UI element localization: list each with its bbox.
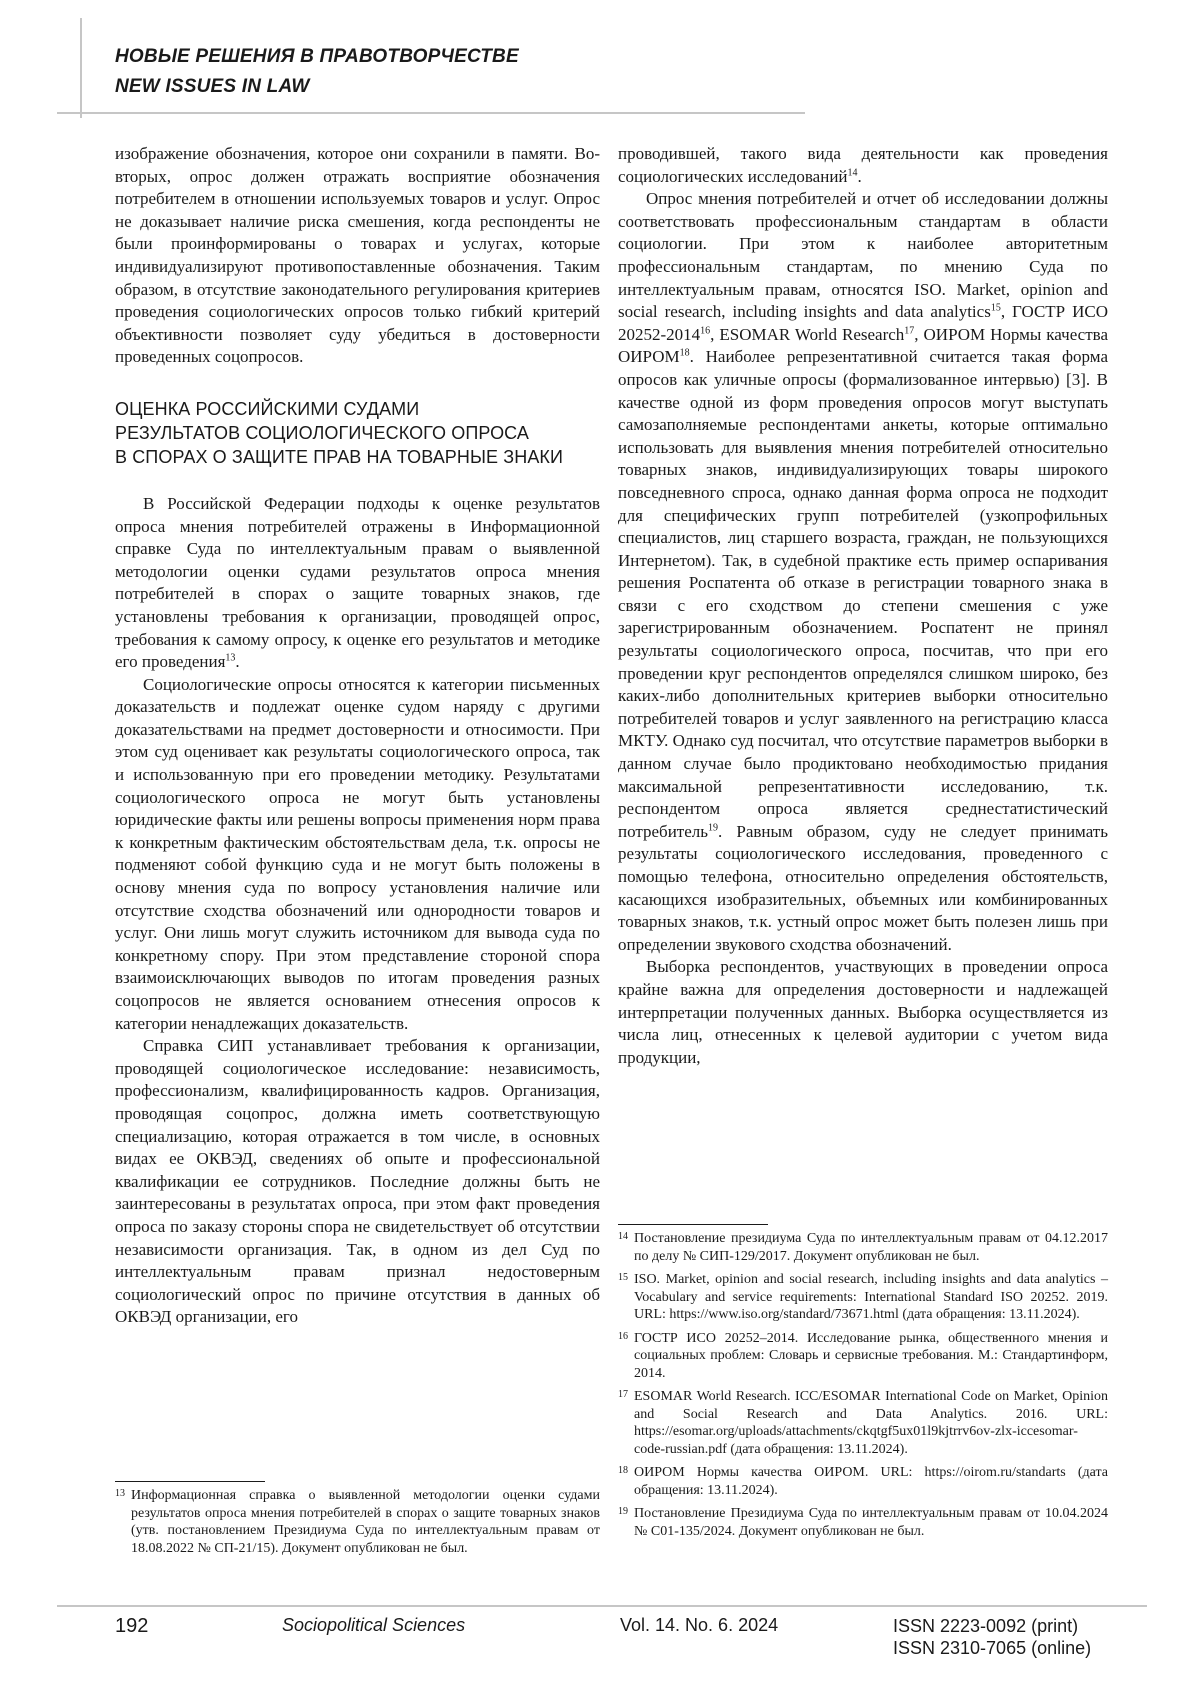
header-rule xyxy=(57,112,805,114)
issn-online: ISSN 2310-7065 (online) xyxy=(893,1638,1092,1658)
section-title-line-2: РЕЗУЛЬТАТОВ СОЦИОЛОГИЧЕСКОГО ОПРОСА xyxy=(115,422,529,443)
header-rubric-en: NEW ISSUES IN LAW xyxy=(115,76,310,97)
footnote-15: 15 ISO. Market, opinion and social research, including insights and data analytics – Vocabulary and service requirements: International Standard ISO 20252. 2019. URL: https://www.iso.org/standard/73671.html (дата обращения: 13.11.2024). xyxy=(618,1272,1108,1322)
right-paragraph-2: Выборка респондентов, участвующих в проведении опроса крайне важна для определения достоверности и надлежащей интерпретации полученных данных. Выборка осуществляется из числа лиц, отнесенных к целевой аудитории с учетом вида продукции, xyxy=(618,957,1108,1067)
footnote-18: 18 ОИРОМ Нормы качества ОИРОМ. URL: https://oirom.ru/standarts (дата обращения: 13.11.2024). xyxy=(618,1465,1108,1498)
left-column xyxy=(115,143,600,1329)
header-rubric-ru: НОВЫЕ РЕШЕНИЯ В ПРАВОТВОРЧЕСТВЕ xyxy=(115,46,519,67)
volume-info: Vol. 14. No. 6. 2024 xyxy=(620,1615,779,1635)
journal-title: Sociopolitical Sciences xyxy=(282,1615,466,1635)
left-paragraph-continued: изображение обозначения, которое они сохранили в памяти. Во-вторых, опрос должен отражать восприятие обозначения потребителем в отношении используемых товаров и услуг. Опрос не доказывает наличие риска смешения, когда респонденты не были проинформированы о товарах и услугах, которые индивидуализируют противопоставленные обозначения. Таким образом, в отсутствие законодательного регулирования критериев проведения социологических опросов только гибкий критерий объективности позволяет суду убедиться в достоверности проведенных соцопросов. xyxy=(115,144,600,367)
header-vertical-rule xyxy=(80,18,82,118)
issn-block xyxy=(893,1615,1091,1659)
right-paragraph-1: Опрос мнения потребителей и отчет об исследовании должны соответствовать профессиональным стандартам в области социологии. При этом к наиболее авторитетным профессиональным стандартам, по мнению Суда по интеллектуальным правам, относятся ISO. Market, opinion and social research, including insights and data analytics$^{15}$, ГОСТР ИСО 20252-2014$^{16}$, ESOMAR World Research$^{17}$, ОИРОМ Нормы качества ОИРОМ$^{18}$. Наиболее репрезентативной считается такая форма опросов как уличные опросы (формализованное интервью) [3]. В качестве одной из форм проведения опросов могут выступать самозаполняемые респондентами анкеты, которые оптимально использовать для выявления мнения потребителей относительно товарных знаков, индивидуализирующих товары широкого повседневного спроса, однако данная форма опроса не подходит для специфических групп потребителей (узкопрофильных специалистов, лиц старшего возраста, граждан, не пользующихся Интернетом). Так, в судебной практике есть пример оспаривания решения Роспатента об отказе в регистрации товарного знака в связи с его сходством до степени смешения с уже зарегистрированным обозначением. Роспатент не принял результаты социологического опроса, посчитав, что при его проведении круг респондентов определялся слишком широко, без каких-либо дополнительных критериев выборки относительно потребителей товаров и услуг заявленного на регистрацию класса МКТУ. Однако суд посчитал, что отсутствие параметров выборки в данном случае было продиктовано необходимостью придания максимальной репрезентативности исследованию, т.к. респондентом опроса является среднестатистический потребитель$^{19}$. Равным образом, суду не следует принимать результаты социологического исследования, проведенного с помощью телефона, относительно определения обстоятельств, касающихся изобразительных, объемных или комбинированных товарных знаков, т.к. устный опрос может быть полезен лишь при определении звукового сходства обозначений. xyxy=(618,189,1109,954)
page-number: 192 xyxy=(115,1615,149,1637)
footnote-ref-15[interactable]: 15 xyxy=(990,302,1001,314)
footnote-ref-19[interactable]: 19 xyxy=(708,822,719,834)
footnote-19: 19 Постановление Президиума Суда по интеллектуальным правам от 10.04.2024 № С01-135/2024. Документ опубликован не был. xyxy=(618,1506,1108,1539)
footnote-ref-16[interactable]: 16 xyxy=(700,325,711,337)
left-paragraph-3: Справка СИП устанавливает требования к организации, проводящей социологическое исследование: независимость, профессионализм, квалифицированность кадров. Организация, проводящая соцопрос, должна иметь соответствующую специализацию, которая отражается в том числе, в основных видах ее ОКВЭД, сведениях об опыте и профессиональной квалификации ее сотрудников. Последние должны быть не заинтересованы в результатах опроса, при этом факт проведения опроса по заказу стороны спора не свидетельствует об отсутствии независимости организация. Так, в одном из дел Суд по интеллектуальным правам признал недостоверным социологический опрос по причине отсутствия в данных об ОКВЭД организации, его xyxy=(115,1036,600,1327)
issn-print: ISSN 2223-0092 (print) xyxy=(893,1616,1079,1636)
footnote-ref-18[interactable]: 18 xyxy=(679,347,690,359)
left-paragraph-2: Социологические опросы относятся к категории письменных доказательств и подлежат оценке судом наряду с другими доказательствами на предмет достоверности и относимости. При этом суд оценивает как результаты социологического опроса, так и использованную при его проведении методику. Результатами социологического опроса не могут быть установлены юридические факты или решены вопросы применения норм права к конкретным фактическим обстоятельствам дела, т.к. опросы не подменяют собой функцию суда и не могут быть положены в основу мнения суда по вопросу установления наличие или отсутствие сходства обозначений или однородности товаров и услуг. Они лишь могут служить источником для вывода суда по конкретному спору. При этом представление стороной спора взаимоисключающих выводов по итогам проведения разных соцопросов не является основанием отнесения опросов к категории ненадлежащих доказательств. xyxy=(115,674,600,1033)
footnote-16: 16 ГОСТР ИСО 20252–2014. Исследование рынка, общественного мнения и социальных проблем: Словарь и сервисные требования. М.: Стандартинформ, 2014. xyxy=(618,1330,1108,1381)
footnote-ref-13[interactable]: 13 xyxy=(225,652,236,664)
footnote-rule xyxy=(115,1481,265,1482)
footnote-13: 13 Информационная справка о выявленной методологии оценки судами результатов опроса мнения потребителей в спорах о защите товарных знаков (утв. постановлением Президиума Суда по интеллектуальным правам от 18.08.2022 № СП-21/15). Документ опубликован не был. xyxy=(115,1488,600,1556)
footnote-ref-17[interactable]: 17 xyxy=(904,325,915,337)
footer-rule xyxy=(57,1605,1147,1607)
left-paragraph-1: В Российской Федерации подходы к оценке результатов опроса мнения потребителей отражены в Информационной справке Суда по интеллектуальным правам о выявленной методологии оценки судами результатов опроса мнения потребителей в спорах о защите товарных знаков, где установлены требования к организации, проводящей опрос, требования к самому опросу, к оценке его результатов и методике его проведения$^{13}$. xyxy=(115,493,600,672)
section-title-line-1: ОЦЕНКА РОССИЙСКИМИ СУДАМИ xyxy=(115,398,420,419)
right-column xyxy=(618,143,1108,1069)
section-title-line-3: В СПОРАХ О ЗАЩИТЕ ПРАВ НА ТОВАРНЫЕ ЗНАКИ xyxy=(115,446,564,467)
section-title xyxy=(115,397,600,469)
footnote-17: 17 ESOMAR World Research. ICC/ESOMAR International Code on Market, Opinion and Social Research and Data Analytics. 2016. URL: https://esomar.org/uploads/attachments/ckqtgf5ux01l9kjtrrv6ov-zlx-iccesomar-code-russian.pdf (дата обращения: 13.11.2024). xyxy=(618,1389,1108,1457)
footnotes-left xyxy=(115,1481,600,1563)
footnotes-right xyxy=(618,1224,1108,1546)
footnote-ref-14[interactable]: 14 xyxy=(847,166,858,178)
footnote-rule xyxy=(618,1224,768,1225)
footnote-14: 14 Постановление президиума Суда по интеллектуальным правам от 04.12.2017 по делу № СИП-129/2017. Документ опубликован не был. xyxy=(618,1231,1108,1264)
right-paragraph-continued: проводившей, такого вида деятельности как проведения социологических исследований$^{14}$. xyxy=(618,144,1108,186)
running-header xyxy=(115,42,519,102)
